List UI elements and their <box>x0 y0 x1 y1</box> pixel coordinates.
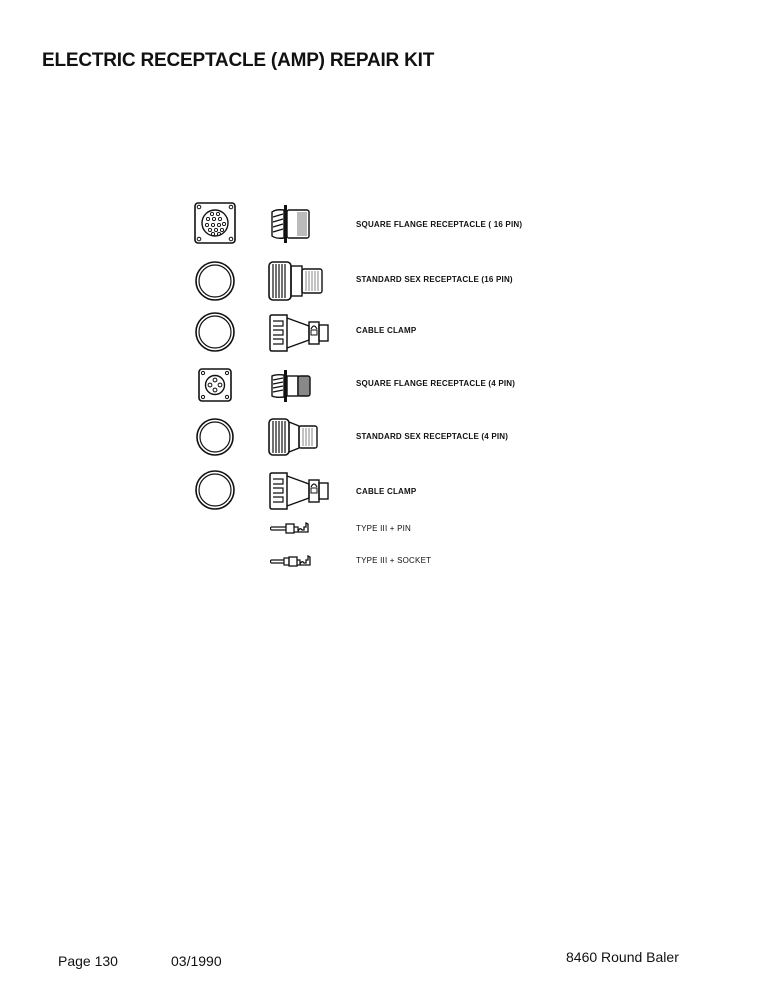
cable-clamp-icon <box>269 471 331 511</box>
part-label: TYPE III + PIN <box>356 524 412 533</box>
ring-icon <box>195 417 235 457</box>
part-label: STANDARD SEX RECEPTACLE (4 PIN) <box>356 432 509 441</box>
part-label: SQUARE FLANGE RECEPTACLE (4 PIN) <box>356 379 516 388</box>
part-label: CABLE CLAMP <box>356 326 417 335</box>
part-label: TYPE III + SOCKET <box>356 556 432 565</box>
square-flange-receptacle-icon <box>270 369 312 403</box>
page-number: Page 130 <box>58 953 118 969</box>
standard-sex-receptacle-icon <box>268 260 324 302</box>
page-title: ELECTRIC RECEPTACLE (AMP) REPAIR KIT <box>42 50 435 71</box>
model-name: 8460 Round Baler <box>566 949 679 965</box>
revision-date: 03/1990 <box>171 953 222 969</box>
standard-sex-receptacle-icon <box>268 417 320 457</box>
ring-icon <box>194 260 236 302</box>
part-label: SQUARE FLANGE RECEPTACLE ( 16 PIN) <box>356 220 523 229</box>
ring-icon <box>194 469 236 511</box>
square-flange-4pin-face-icon <box>198 368 232 402</box>
cable-clamp-icon <box>269 313 331 353</box>
pin-contact-icon <box>270 522 312 534</box>
part-label: CABLE CLAMP <box>356 487 417 496</box>
square-flange-receptacle-icon <box>270 204 312 244</box>
square-flange-16pin-face-icon <box>194 202 236 244</box>
ring-icon <box>194 311 236 353</box>
part-label: STANDARD SEX RECEPTACLE (16 PIN) <box>356 275 513 284</box>
socket-contact-icon <box>270 555 314 567</box>
